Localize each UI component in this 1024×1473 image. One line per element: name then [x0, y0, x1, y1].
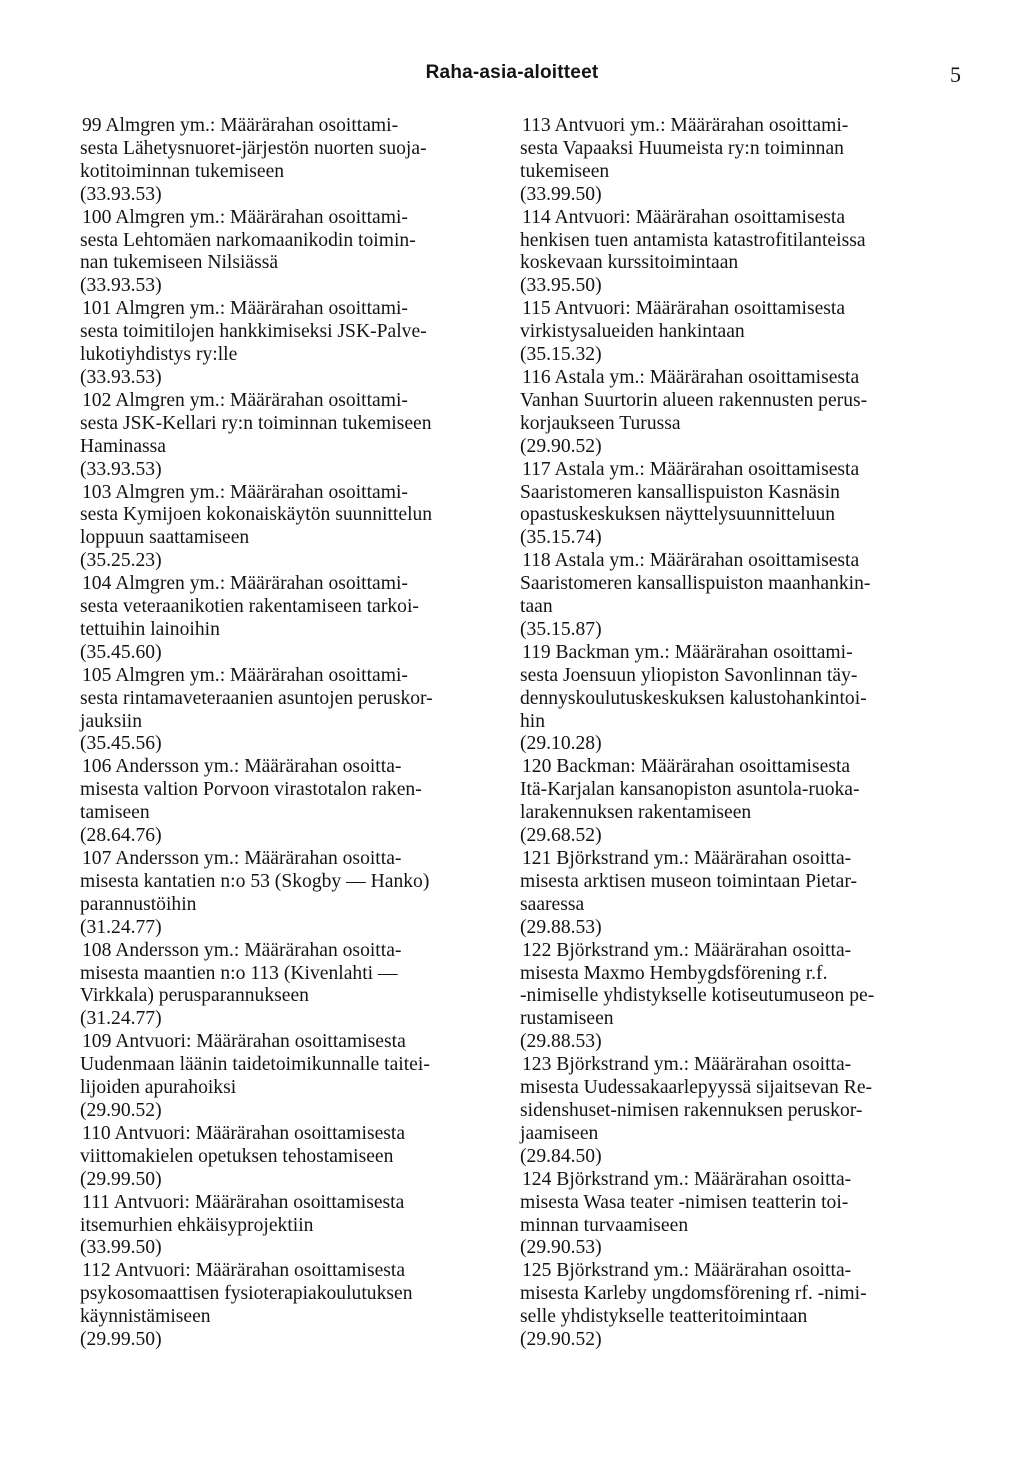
- entry-line: sesta Lähetysnuoret-järjestön nuorten suoja-: [80, 137, 427, 159]
- entry-line: 116 Astala ym.: Määrärahan osoittamisesta: [522, 366, 860, 388]
- entry-line: sesta Vapaaksi Huumeista ry:n toiminnan: [520, 137, 844, 159]
- entry-line: jauksiin: [80, 710, 143, 732]
- entry-line: (35.15.87): [520, 618, 602, 640]
- entry-line: sesta veteraanikotien rakentamiseen tarkoi-: [80, 596, 419, 618]
- entry-line: 123 Björkstrand ym.: Määrärahan osoitta-: [522, 1054, 852, 1076]
- entry-line: misesta Maxmo Hembygdsförening r.f.: [520, 962, 828, 984]
- entry-line: 104 Almgren ym.: Määrärahan osoittami-: [82, 573, 408, 595]
- entry-line: 111 Antvuori: Määrärahan osoittamisesta: [82, 1191, 405, 1213]
- entry-line: opastuskeskuksen näyttelysuunnitteluun: [520, 504, 836, 526]
- entry-line: (31.24.77): [80, 916, 162, 938]
- entry-line: (33.93.53): [80, 458, 162, 480]
- entry-line: käynnistämiseen: [80, 1306, 211, 1328]
- entry-line: Itä-Karjalan kansanopiston asuntola-ruoka-: [520, 779, 860, 801]
- entry-line: minnan turvaamiseen: [520, 1214, 689, 1236]
- entry-line: (29.90.52): [520, 1329, 602, 1351]
- entry-line: (29.90.52): [520, 435, 602, 457]
- entry-line: (35.45.60): [80, 641, 162, 663]
- entry-line: (29.88.53): [520, 1031, 602, 1053]
- entry-item: [520, 642, 960, 757]
- entry-line: (29.68.52): [520, 825, 602, 847]
- entry-line: 117 Astala ym.: Määrärahan osoittamisesta: [522, 458, 860, 480]
- entry-line: psykosomaattisen fysioterapiakoulutuksen: [80, 1283, 413, 1305]
- entry-line: larakennuksen rakentamiseen: [520, 802, 752, 824]
- entry-line: Saaristomeren kansallispuiston Kasnäsin: [520, 481, 840, 503]
- entry-line: selle yhdistykselle teatteritoimintaan: [520, 1306, 808, 1328]
- entry-line: 120 Backman: Määrärahan osoittamisesta: [522, 756, 851, 778]
- entry-line: -nimiselle yhdistykselle kotiseutumuseon pe-: [520, 985, 875, 1007]
- entry-line: tettuihin lainoihin: [80, 618, 220, 640]
- entry-line: (35.25.23): [80, 550, 162, 572]
- entry-item: [520, 298, 960, 367]
- entry-item: [520, 756, 960, 848]
- entry-line: (35.15.32): [520, 344, 602, 366]
- entry-line: (33.93.53): [80, 366, 162, 388]
- entry-line: (29.84.50): [520, 1145, 602, 1167]
- entry-line: nan tukemiseen Nilsiässä: [80, 252, 279, 274]
- entry-line: (28.64.76): [80, 825, 162, 847]
- entry-line: misesta valtion Porvoon virastotalon raken-: [80, 779, 422, 801]
- entry-line: saaressa: [520, 893, 585, 915]
- entry-item: [520, 550, 960, 642]
- entry-line: misesta maantien n:o 113 (Kivenlahti —: [80, 962, 398, 984]
- entry-item: [80, 298, 490, 390]
- entry-line: Vanhan Suurtorin alueen rakennusten perus-: [520, 389, 868, 411]
- entry-item: [80, 390, 490, 482]
- entry-line: 112 Antvuori: Määrärahan osoittamisesta: [82, 1260, 406, 1282]
- entry-line: (29.90.52): [80, 1099, 162, 1121]
- entry-item: [80, 115, 490, 207]
- entry-line: (33.95.50): [520, 275, 602, 297]
- entry-line: 107 Andersson ym.: Määrärahan osoitta-: [82, 848, 402, 869]
- entry-item: [520, 115, 960, 207]
- entry-line: jaamiseen: [520, 1122, 599, 1144]
- entry-line: 105 Almgren ym.: Määrärahan osoittami-: [82, 664, 408, 686]
- entry-line: hin: [520, 710, 546, 732]
- entry-line: sidenshuset-nimisen rakennuksen peruskor-: [520, 1099, 863, 1121]
- entry-line: (33.93.53): [80, 183, 162, 205]
- entry-line: rustamiseen: [520, 1008, 614, 1030]
- entry-line: Haminassa: [80, 435, 166, 457]
- entry-line: 110 Antvuori: Määrärahan osoittamisesta: [82, 1122, 406, 1144]
- entry-line: 122 Björkstrand ym.: Määrärahan osoitta-: [522, 939, 852, 961]
- right-column: [520, 115, 960, 1352]
- entry-line: 114 Antvuori: Määrärahan osoittamisesta: [522, 206, 846, 228]
- entry-item: [520, 1169, 960, 1261]
- entry-line: 119 Backman ym.: Määrärahan osoittami-: [522, 641, 853, 663]
- entry-line: tamiseen: [80, 802, 150, 824]
- entry-line: sesta Joensuun yliopiston Savonlinnan täy-: [520, 664, 858, 686]
- entry-line: (29.90.53): [520, 1237, 602, 1259]
- entry-line: henkisen tuen antamista katastrofitilanteissa: [520, 229, 866, 251]
- entry-line: Virkkala) perusparannukseen: [80, 985, 309, 1007]
- entry-item: [80, 1260, 490, 1352]
- entry-item: [520, 459, 960, 551]
- entry-item: [80, 665, 490, 757]
- entry-line: (29.88.53): [520, 916, 602, 938]
- entry-line: 106 Andersson ym.: Määrärahan osoitta-: [82, 756, 402, 778]
- entry-line: sesta toimitilojen hankkimiseksi JSK-Palve-: [80, 321, 427, 343]
- entry-line: 121 Björkstrand ym.: Määrärahan osoitta-: [522, 848, 852, 869]
- entry-line: misesta arktisen museon toimintaan Pietar-: [520, 870, 857, 892]
- entry-line: 103 Almgren ym.: Määrärahan osoittami-: [82, 481, 408, 503]
- entry-item: [80, 1192, 490, 1261]
- entry-line: Uudenmaan läänin taidetoimikunnalle taitei-: [80, 1054, 430, 1076]
- entry-item: [520, 367, 960, 459]
- entry-line: misesta Uudessakaarlepyyssä sijaitsevan Re-: [520, 1077, 873, 1099]
- entry-line: viittomakielen opetuksen tehostamiseen: [80, 1145, 394, 1167]
- entry-line: 100 Almgren ym.: Määrärahan osoittami-: [82, 206, 408, 228]
- entry-item: [520, 1054, 960, 1169]
- entry-line: loppuun saattamiseen: [80, 527, 250, 549]
- entry-line: (29.10.28): [520, 733, 602, 755]
- entry-item: [80, 573, 490, 665]
- entry-line: 108 Andersson ym.: Määrärahan osoitta-: [82, 939, 402, 961]
- entry-line: 125 Björkstrand ym.: Määrärahan osoitta-: [522, 1260, 852, 1282]
- entry-item: [80, 1031, 490, 1123]
- entry-line: 101 Almgren ym.: Määrärahan osoittami-: [82, 298, 408, 320]
- entry-line: koskevaan kurssitoimintaan: [520, 252, 739, 274]
- page-number: 5: [950, 62, 961, 87]
- entry-line: 115 Antvuori: Määrärahan osoittamisesta: [522, 298, 846, 320]
- entry-line: kotitoiminnan tukemiseen: [80, 160, 285, 182]
- entry-item: [80, 482, 490, 574]
- page-title: Raha-asia-aloitteet: [425, 62, 599, 83]
- entry-line: misesta Wasa teater -nimisen teatterin toi-: [520, 1191, 849, 1213]
- entry-line: misesta kantatien n:o 53 (Skogby — Hanko): [80, 870, 430, 892]
- left-column: [80, 115, 490, 1352]
- entry-item: [80, 756, 490, 848]
- entry-line: sesta Lehtomäen narkomaanikodin toimin-: [80, 229, 416, 251]
- entry-line: korjaukseen Turussa: [520, 412, 681, 434]
- entry-item: [520, 207, 960, 299]
- entry-line: (31.24.77): [80, 1008, 162, 1030]
- entry-item: [80, 848, 490, 940]
- entry-line: 113 Antvuori ym.: Määrärahan osoittami-: [522, 115, 849, 136]
- entry-line: 99 Almgren ym.: Määrärahan osoittami-: [82, 115, 399, 136]
- entry-item: [520, 940, 960, 1055]
- entry-line: misesta Karleby ungdomsförening rf. -nimi-: [520, 1283, 867, 1305]
- entry-line: (35.15.74): [520, 527, 602, 549]
- entry-line: 102 Almgren ym.: Määrärahan osoittami-: [82, 389, 408, 411]
- entry-line: dennyskoulutuskeskuksen kalustohankintoi-: [520, 687, 867, 709]
- entry-line: tukemiseen: [520, 160, 610, 182]
- entry-item: [80, 1123, 490, 1192]
- entry-line: 124 Björkstrand ym.: Määrärahan osoitta-: [522, 1168, 852, 1190]
- entry-line: sesta Kymijoen kokonaiskäytön suunnittelun: [80, 504, 433, 526]
- entry-line: sesta rintamaveteraanien asuntojen peruskor-: [80, 687, 433, 709]
- entry-line: 118 Astala ym.: Määrärahan osoittamisesta: [522, 550, 860, 572]
- entry-line: Saaristomeren kansallispuiston maanhankin-: [520, 573, 871, 595]
- entry-line: itsemurhien ehkäisyprojektiin: [80, 1214, 314, 1236]
- entry-line: 109 Antvuori: Määrärahan osoittamisesta: [82, 1031, 406, 1053]
- entry-item: [80, 207, 490, 299]
- entry-line: sesta JSK-Kellari ry:n toiminnan tukemiseen: [80, 412, 432, 434]
- entry-item: [520, 848, 960, 940]
- entry-item: [80, 940, 490, 1032]
- entry-line: virkistysalueiden hankintaan: [520, 321, 745, 343]
- entry-item: [520, 1260, 960, 1352]
- entry-line: (33.93.53): [80, 275, 162, 297]
- entry-line: (29.99.50): [80, 1168, 162, 1190]
- entry-line: lukotiyhdistys ry:lle: [80, 344, 238, 366]
- entry-line: lijoiden apurahoiksi: [80, 1077, 237, 1099]
- entry-line: (35.45.56): [80, 733, 162, 755]
- entry-line: (29.99.50): [80, 1329, 162, 1351]
- entry-line: (33.99.50): [520, 183, 602, 205]
- entry-line: taan: [520, 596, 553, 618]
- entry-line: (33.99.50): [80, 1237, 162, 1259]
- entry-line: parannustöihin: [80, 893, 197, 915]
